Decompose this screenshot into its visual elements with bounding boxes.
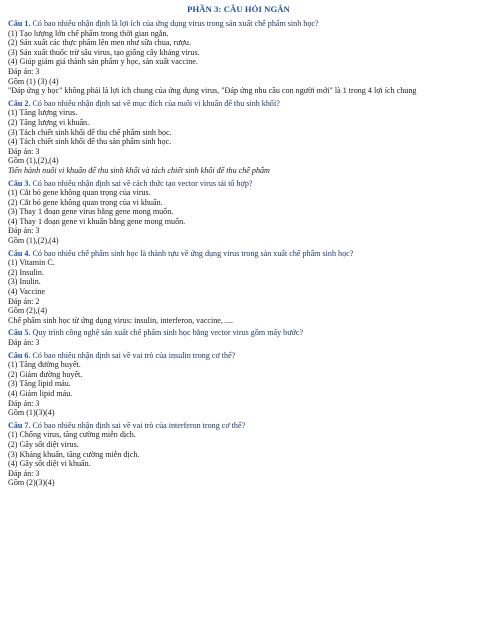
explanation: Gồm (1),(2),(4) [8, 236, 59, 246]
option: (3) Kháng khuẩn, tăng cường miễn dịch. [8, 449, 140, 459]
option: (1) Cắt bỏ gene không quan trọng của virus. [8, 188, 151, 198]
note: "Đáp ứng y học" không phải là lợi ích chung của ứng dụng virus, "Đáp ứng nhu cầu con người mới" là 1 trong 4 lợi ích chung [8, 86, 417, 96]
question-label: Câu 3. [8, 178, 31, 188]
answer: Đáp án: 3 [8, 338, 40, 347]
option: (4) Thay 1 đoạn gene vi khuẩn bằng gene mong muốn. [8, 216, 186, 226]
question-text: Có bao nhiêu nhận định sai về mục đích của nuôi vi khuẩn để thu sinh khối? [32, 98, 280, 108]
explanation: Gồm (2)(3)(4) [8, 478, 55, 488]
explanation: Gồm (2),(4) [8, 306, 48, 316]
answer: Đáp án: 3 [8, 226, 40, 236]
question-text: Có bao nhiêu nhận định sai về vai trò của interferon trong cơ thể? [32, 420, 246, 430]
question-label: Câu 6. [8, 350, 31, 360]
option: (3) Tăng lipid máu. [8, 379, 71, 389]
option: (2) Cắt bỏ gene không quan trọng của vi khuẩn. [8, 197, 163, 207]
question-block-4 [8, 249, 469, 326]
question-block-6 [8, 351, 469, 418]
note: Tiến hành nuôi vi khuẩn để thu sinh khối và tách chiết sinh khối để thu chế phẩm [8, 165, 270, 175]
question-block-3 [8, 179, 469, 246]
option: (2) Giảm đường huyết. [8, 369, 83, 379]
explanation: Gồm (1)(3)(4) [8, 408, 55, 418]
answer: Đáp án: 3 [8, 398, 40, 408]
question-text: Có bao nhiêu nhận định sai về cách thức tạo vector virus tái tổ hợp? [32, 178, 253, 188]
option: (3) Inulin. [8, 277, 41, 287]
question-text: Có bao nhiêu nhận định sai về vai trò của insulin trong cơ thể? [32, 350, 236, 360]
question-line [8, 249, 469, 259]
question-line [8, 179, 469, 189]
section-title: PHẦN 3: CÂU HỎI NGẮN [187, 4, 290, 14]
question-block-2 [8, 99, 469, 176]
answer: Đáp án: 3 [8, 66, 40, 76]
option: (4) Gây sốt diệt vi khuẩn. [8, 459, 91, 469]
option: (1) Tạo lượng lớn chế phẩm trong thời gian ngắn. [8, 28, 169, 38]
explanation: Gồm (1) (3) (4) [8, 76, 59, 86]
option: (2) Sản xuất các thực phẩm lên men như sữa chua, rượu. [8, 38, 191, 48]
option: (2) Gây sốt diệt virus. [8, 439, 79, 449]
question-block-5 [8, 328, 469, 347]
option: (3) Sản xuất thuốc trừ sâu virus, tạo giống cây kháng virus. [8, 47, 200, 57]
question-label: Câu 1. [8, 19, 31, 28]
answer: Đáp án: 3 [8, 468, 40, 478]
question-line [8, 99, 469, 109]
question-block-1 [8, 19, 469, 96]
option: (1) Tăng lượng virus. [8, 108, 78, 118]
question-line [8, 351, 469, 361]
question-text: Có bao nhiêu chế phẩm sinh học là thành tựu về ứng dụng virus trong sản xuất chế phẩm sinh học? [32, 248, 354, 258]
question-label: Câu 4. [8, 248, 31, 258]
option: (3) Tách chiết sinh khối để thu chế phẩm sinh học. [8, 127, 172, 137]
option: (4) Giảm lipid máu. [8, 388, 73, 398]
option: (2) Insulin. [8, 267, 44, 277]
question-label: Câu 7. [8, 420, 31, 430]
explanation: Gồm (1),(2),(4) [8, 156, 59, 166]
option: (1) Chống virus, tăng cường miễn dịch. [8, 430, 136, 440]
question-line [8, 19, 469, 29]
option: (4) Giúp giảm giá thành sản phẩm y học, sản xuất vaccine. [8, 57, 198, 67]
note: Chế phẩm sinh học từ ứng dụng virus: insulin, interferon, vaccine, .... [8, 315, 234, 325]
question-line [8, 421, 469, 431]
question-line [8, 328, 469, 338]
option: (3) Thay 1 đoạn gene virus bằng gene mong muốn. [8, 207, 174, 217]
option: (4) Vaccine [8, 287, 45, 297]
answer: Đáp án: 3 [8, 146, 40, 156]
option: (2) Tăng lượng vi khuẩn. [8, 117, 90, 127]
option: (1) Vitamin C. [8, 258, 55, 268]
question-label: Câu 5. [8, 328, 31, 338]
answer: Đáp án: 2 [8, 296, 40, 306]
question-block-7 [8, 421, 469, 488]
question-label: Câu 2. [8, 98, 31, 108]
question-text: Có bao nhiêu nhận định là lợi ích của ứng dụng virus trong sản xuất chế phẩm sinh học? [32, 19, 319, 28]
question-text: Quy trình công nghệ sản xuất chế phẩm sinh học bằng vector virus gồm mấy bước? [32, 328, 304, 338]
option: (1) Tăng đường huyết. [8, 360, 81, 370]
option: (4) Tách chiết sinh khối để thu sản phẩm sinh học. [8, 137, 172, 147]
